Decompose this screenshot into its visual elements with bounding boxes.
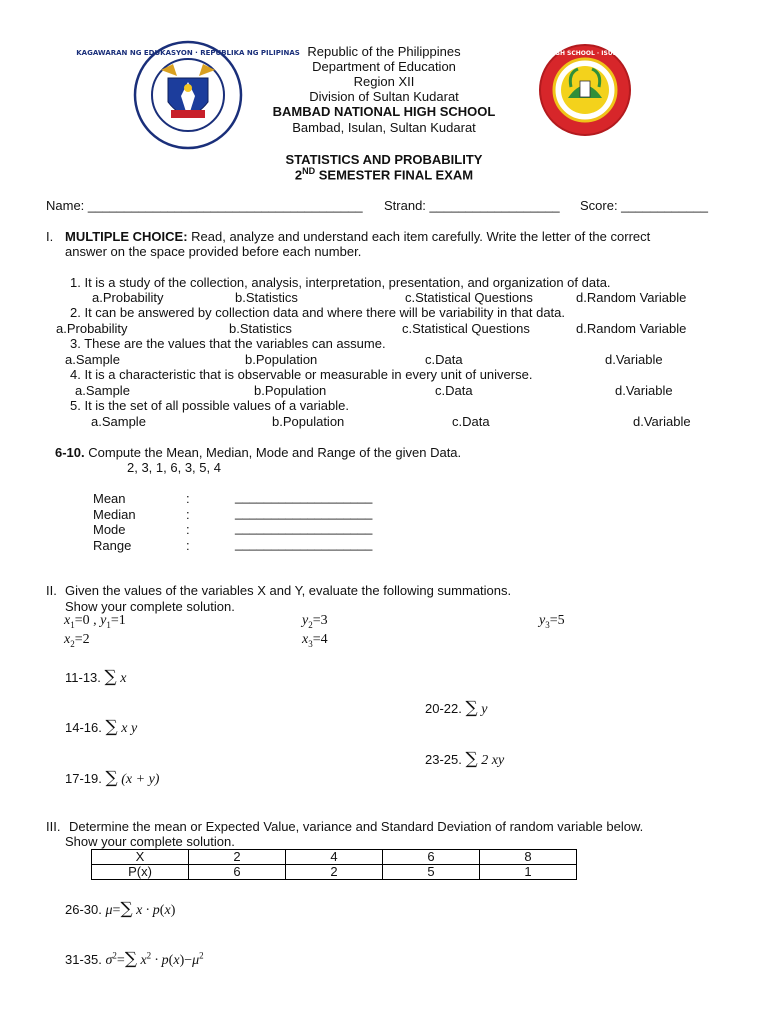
semester-rest: SEMESTER FINAL EXAM: [315, 167, 474, 183]
question-2: 2. It can be answered by collection data and where there will be variability in that data.: [70, 305, 566, 320]
table-row: [92, 865, 577, 880]
stat-label-median: Median: [93, 507, 136, 522]
part1-instructions: [65, 229, 650, 244]
compute-number: 6-10.: [55, 445, 85, 460]
score-field[interactable]: Score: ____________: [580, 198, 708, 213]
q3-option-a: a.Sample: [65, 352, 120, 367]
deped-seal-text: KAGAWARAN NG EDUKASYON · REPUBLIKA NG PILIPINAS: [76, 49, 300, 57]
question-1: 1. It is a study of the collection, analysis, interpretation, presentation, and organization of data.: [70, 275, 611, 290]
q1-option-a: a.Probability: [92, 290, 164, 305]
question-3: 3. These are the values that the variables can assume.: [70, 336, 386, 351]
summation-expr: y: [481, 702, 488, 717]
strand-field[interactable]: Strand: __________________: [384, 198, 560, 213]
sigma-icon: ∑: [465, 749, 478, 769]
summation-item: [65, 667, 127, 687]
stat-label-range: Range: [93, 538, 132, 553]
table-cell: 8: [480, 850, 577, 865]
compute-text: Compute the Mean, Median, Mode and Range of the given Data.: [84, 445, 462, 460]
table-cell: P(x): [92, 865, 189, 880]
q4-option-b: b.Population: [254, 383, 327, 398]
table-cell: 6: [189, 865, 286, 880]
expected-value-item: [65, 899, 175, 919]
exam-subject: STATISTICS AND PROBABILITY: [285, 152, 483, 167]
part1-label: MULTIPLE CHOICE:: [65, 229, 188, 244]
q5-option-b: b.Population: [272, 414, 345, 429]
sigma-icon: ∑: [104, 667, 117, 687]
part2-instructions: Given the values of the variables X and Y, evaluate the following summations.: [65, 583, 512, 598]
table-cell: 2: [189, 850, 286, 865]
part1-instructions-2: answer on the space provided before each number.: [65, 244, 362, 259]
question-4: 4. It is a characteristic that is observable or measurable in every unit of universe.: [70, 367, 533, 382]
q1-option-d: d.Random Variable: [576, 290, 687, 305]
q2-option-a: a.Probability: [56, 321, 128, 336]
given-x2: $x_2=2$: [64, 632, 90, 649]
header-school-name: BAMBAD NATIONAL HIGH SCHOOL: [272, 104, 496, 119]
given-data: 2, 3, 1, 6, 3, 5, 4: [127, 460, 221, 475]
summation-item: [65, 717, 137, 737]
item-number: 26-30.: [65, 902, 102, 917]
given-y2: $y_2=3$: [302, 613, 328, 630]
median-blank[interactable]: ___________________: [235, 505, 373, 520]
q1-option-c: c.Statistical Questions: [405, 290, 533, 305]
summation-expr: x y: [121, 721, 138, 736]
school-seal-text: BAMBAD NATIONAL HIGH SCHOOL · ISULAN, SULTAN KUDARAT: [480, 50, 690, 57]
q3-option-b: b.Population: [245, 352, 318, 367]
mode-blank[interactable]: ___________________: [235, 520, 373, 535]
semester-number: 2: [294, 167, 303, 183]
item-number: 11-13.: [65, 670, 101, 685]
q4-option-a: a.Sample: [75, 383, 130, 398]
header-region: Region XII: [353, 74, 415, 89]
item-number: 17-19.: [65, 771, 102, 786]
mean-blank[interactable]: ___________________: [235, 489, 373, 504]
part3-instructions-2: Show your complete solution.: [65, 834, 235, 849]
item-number: 20-22.: [425, 701, 462, 716]
q4-option-d: d.Variable: [615, 383, 673, 398]
part3-number: III.: [46, 819, 61, 834]
table-cell: 4: [286, 850, 383, 865]
stat-colon: :: [186, 491, 190, 506]
range-blank[interactable]: ___________________: [235, 536, 373, 551]
q2-option-c: c.Statistical Questions: [402, 321, 530, 336]
name-field[interactable]: Name: ______________________________________: [46, 198, 363, 213]
summation-expr: 2 xy: [481, 753, 505, 768]
stat-colon: :: [186, 538, 190, 553]
probability-table: [91, 849, 577, 880]
table-cell: 2: [286, 865, 383, 880]
header-address: Bambad, Isulan, Sultan Kudarat: [292, 120, 476, 135]
sigma-icon: ∑: [105, 717, 118, 737]
q5-option-a: a.Sample: [91, 414, 146, 429]
exam-semester: [0, 166, 768, 182]
summation-expr: x: [120, 671, 127, 686]
part1-number: I.: [46, 229, 54, 244]
q2-option-b: b.Statistics: [229, 321, 292, 336]
q3-option-d: d.Variable: [605, 352, 663, 367]
given-x3: $x_3=4$: [302, 632, 328, 649]
q2-option-d: d.Random Variable: [576, 321, 687, 336]
question-5: 5. It is the set of all possible values of a variable.: [70, 398, 349, 413]
given-x1-y1: $x_1=0$ , $y_1=1$: [64, 613, 126, 630]
item-number: 14-16.: [65, 720, 102, 735]
header-department: Department of Education: [312, 59, 456, 74]
summation-expr: (x + y): [121, 772, 160, 787]
stat-label-mode: Mode: [93, 522, 126, 537]
stat-colon: :: [186, 522, 190, 537]
summation-item: [425, 698, 487, 718]
table-cell: 5: [383, 865, 480, 880]
part2-instructions-2: Show your complete solution.: [65, 599, 235, 614]
table-cell: X: [92, 850, 189, 865]
expected-value-formula: μ=∑ x · p(x): [105, 899, 176, 919]
compute-question: [55, 445, 461, 460]
given-y3: $y_3=5$: [539, 613, 565, 630]
part3-instructions: Determine the mean or Expected Value, variance and Standard Deviation of random variable below.: [69, 819, 644, 834]
header-division: Division of Sultan Kudarat: [309, 89, 459, 104]
q4-option-c: c.Data: [435, 383, 473, 398]
part1-instr1: Read, analyze and understand each item carefully. Write the letter of the correct: [187, 229, 651, 244]
table-cell: 1: [480, 865, 577, 880]
summation-item: [65, 768, 159, 788]
item-number: 23-25.: [425, 752, 462, 767]
q5-option-c: c.Data: [452, 414, 490, 429]
table-cell: 6: [383, 850, 480, 865]
sigma-icon: ∑: [465, 698, 478, 718]
variance-formula: $\sigma^2=\sum$ $x^2 \cdot p(x)-\mu^2$: [105, 949, 204, 969]
table-row: [92, 850, 577, 865]
part2-number: II.: [46, 583, 57, 598]
header-republic: Republic of the Philippines: [307, 44, 461, 59]
stat-label-mean: Mean: [93, 491, 126, 506]
stat-colon: :: [186, 507, 190, 522]
q5-option-d: d.Variable: [633, 414, 691, 429]
variance-item: [65, 949, 204, 969]
summation-item: [425, 749, 504, 769]
sigma-icon: ∑: [105, 768, 118, 788]
q1-option-b: b.Statistics: [235, 290, 298, 305]
q3-option-c: c.Data: [425, 352, 463, 367]
semester-suffix: ND: [302, 166, 316, 176]
item-number: 31-35.: [65, 952, 102, 967]
